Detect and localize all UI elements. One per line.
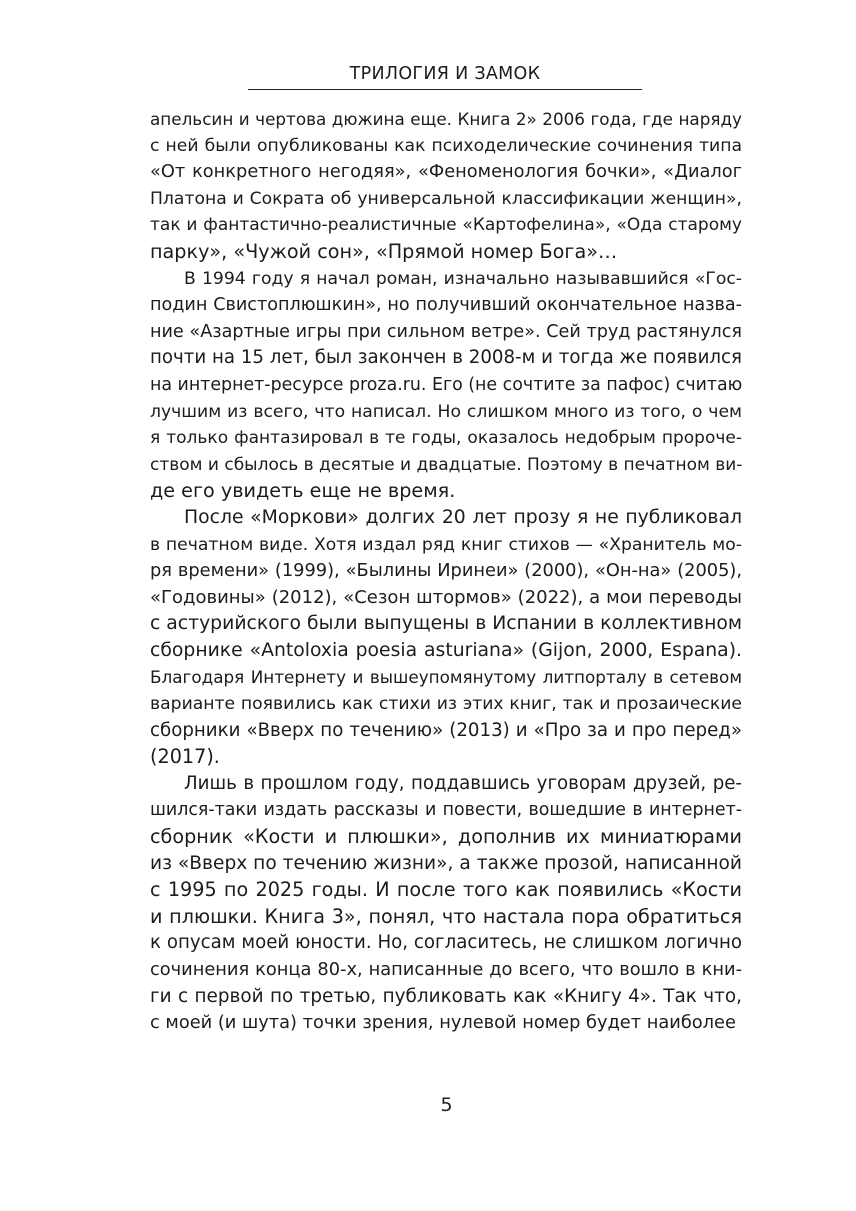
text-line: подин Свистоплюшкин», но получивший окончательное назва- (150, 295, 742, 316)
text-line: с 1995 по 2025 годы. И после того как появились «Кости (150, 878, 742, 902)
text-line: апельсин и чертова дюжина еще. Книга 2» 2006 года, где наряду (150, 109, 742, 129)
text-line: Лишь в прошлом году, поддавшись уговорам друзей, ре- (184, 772, 742, 794)
text-line: так и фантастично-реалистичные «Картофелина», «Ода старому (150, 215, 742, 236)
text-line: Благодаря Интернету и вышеупомянутому литпорталу в сетевом (150, 667, 742, 688)
text-line: ги с первой по третью, публиковать как «Книгу 4». Так что, (150, 985, 742, 1007)
text-line: почти на 15 лет, был закончен в 2008-м и тогда же появился (150, 347, 742, 369)
text-line: ря времени» (1999), «Былины Иринеи» (2000), «Он-на» (2005), (150, 560, 742, 582)
text-line: де его увидеть еще не время. (150, 479, 456, 503)
page-number: 5 (440, 1094, 453, 1116)
text-line: в печатном виде. Хотя издал ряд книг стихов — «Хранитель мо- (150, 534, 742, 555)
text-line: «От конкретного негодяя», «Феноменология бочки», «Диалог (150, 161, 742, 183)
text-line: с ней были опубликованы как психоделические сочинения типа (150, 135, 742, 156)
header-rule (248, 89, 642, 90)
text-line: В 1994 году я начал роман, изначально называвшийся «Гос- (184, 268, 742, 289)
text-line: лучшим из всего, что написал. Но слишком много из того, о чем (150, 401, 742, 422)
text-line: Платона и Сократа об универсальной классификации женщин», (150, 188, 742, 209)
paragraph (150, 106, 742, 266)
text-line: парку», «Чужой сон», «Прямой номер Бога»… (150, 239, 618, 263)
paragraph (150, 266, 742, 505)
text-line: шился-таки издать рассказы и повести, вошедшие в интернет- (150, 800, 742, 821)
text-line: (2017). (150, 745, 220, 769)
text-line: После «Моркови» долгих 20 лет прозу я не публиковал (184, 506, 742, 528)
text-line: с моей (и шута) точки зрения, нулевой номер будет наиболее (150, 1012, 736, 1034)
text-line: сборники «Вверх по течению» (2013) и «Про за и про перед» (150, 719, 742, 741)
text-line: сборник «Кости и плюшки», дополнив их миниатюрами (150, 825, 742, 849)
text-line: сборнике «Antoloxia poesia asturiana» (Gijon, 2000, Espana). (150, 639, 742, 661)
text-line: ние «Азартные игры при сильном ветре». Сей труд растянулся (150, 321, 742, 342)
text-line: на интернет-ресурсе proza.ru. Его (не сочтите за пафос) считаю (150, 374, 742, 395)
text-line: «Годовины» (2012), «Сезон штормов» (2022), а мои переводы (150, 586, 742, 608)
text-line: сочинения конца 80-х, написанные до всего, что вошло в кни- (150, 959, 742, 980)
running-header: ТРИЛОГИЯ И ЗАМОК (349, 64, 541, 84)
text-line: с астурийского были выпущены в Испании в коллективном (150, 613, 742, 635)
text-line: из «Вверх по течению жизни», а также прозой, написанной (150, 852, 742, 874)
paragraph (150, 771, 742, 1037)
text-line: ством и сбылось в десятые и двадцатые. Поэтому в печатном ви- (150, 454, 742, 475)
text-line: варианте появились как стихи из этих книг, так и прозаические (150, 694, 742, 715)
text-line: я только фантазировал в те годы, оказалось недобрым пророче- (150, 428, 742, 449)
text-line: к опусам моей юности. Но, согласитесь, не слишком логично (150, 932, 742, 954)
text-line: и плюшки. Книга 3», понял, что настала пора обратиться (150, 904, 742, 928)
paragraph (150, 505, 742, 771)
body-text (150, 106, 742, 1037)
